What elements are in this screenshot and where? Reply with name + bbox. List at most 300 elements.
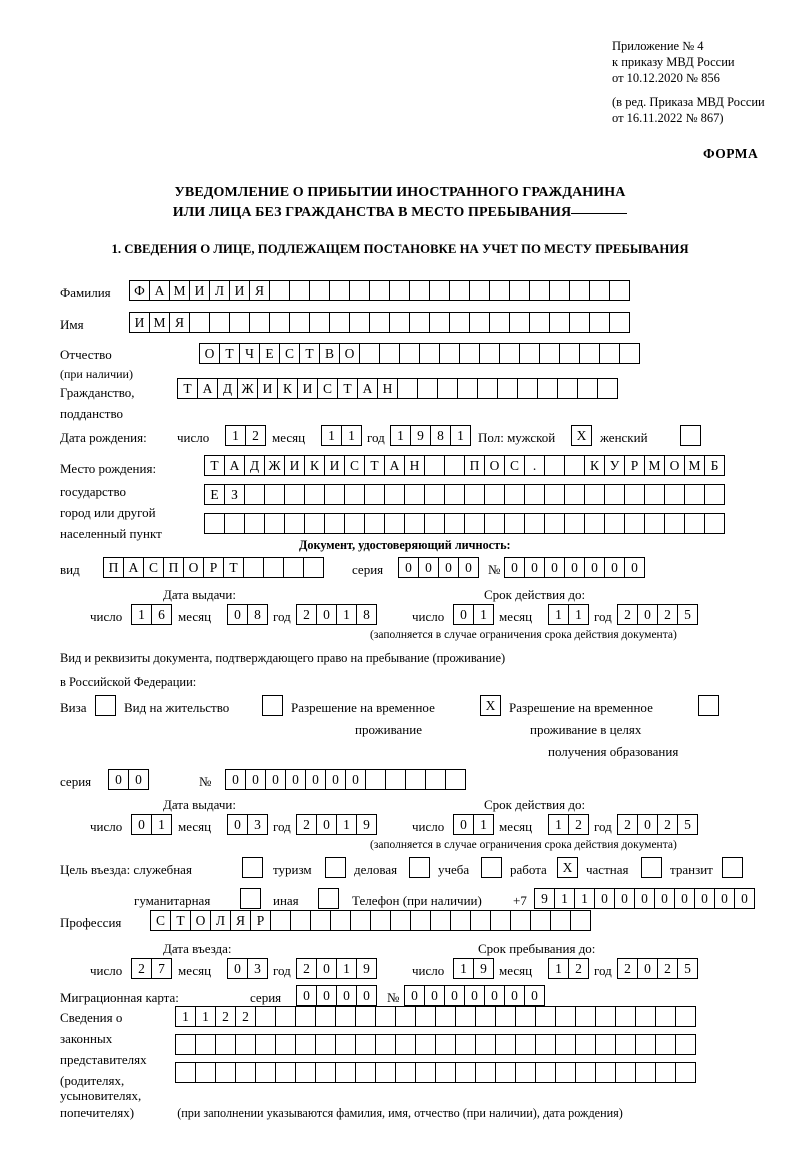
form-cell[interactable]: Н <box>377 378 398 399</box>
form-cell[interactable]: П <box>163 557 184 578</box>
form-cell[interactable]: Т <box>337 378 358 399</box>
form-cell[interactable] <box>515 1006 536 1027</box>
form-cell[interactable] <box>655 1062 676 1083</box>
form-cell[interactable] <box>264 513 285 534</box>
form-cell[interactable]: 0 <box>734 888 755 909</box>
form-cell[interactable] <box>555 1062 576 1083</box>
form-cell[interactable] <box>544 455 565 476</box>
form-cell[interactable]: Ф <box>129 280 150 301</box>
form-cell[interactable]: И <box>284 455 305 476</box>
form-cell[interactable]: К <box>584 455 605 476</box>
form-cell[interactable]: О <box>339 343 360 364</box>
form-cell[interactable] <box>550 910 571 931</box>
form-cell[interactable] <box>329 280 350 301</box>
form-cell[interactable]: Т <box>364 455 385 476</box>
form-cell[interactable]: 1 <box>131 604 152 625</box>
form-cell[interactable]: 2 <box>245 425 266 446</box>
form-cell[interactable] <box>457 378 478 399</box>
form-cell[interactable]: 0 <box>524 985 545 1006</box>
doc-valid-day-input[interactable] <box>453 604 493 625</box>
form-cell[interactable] <box>704 513 725 534</box>
surname-input[interactable] <box>129 280 629 301</box>
form-cell[interactable] <box>449 280 470 301</box>
form-cell[interactable] <box>269 280 290 301</box>
form-cell[interactable]: Т <box>223 557 244 578</box>
form-cell[interactable] <box>644 484 665 505</box>
form-cell[interactable] <box>530 910 551 931</box>
form-cell[interactable] <box>664 484 685 505</box>
form-cell[interactable] <box>704 484 725 505</box>
form-cell[interactable]: 0 <box>305 769 326 790</box>
form-cell[interactable] <box>477 378 498 399</box>
form-cell[interactable] <box>684 484 705 505</box>
form-cell[interactable] <box>375 1062 396 1083</box>
form-cell[interactable] <box>615 1006 636 1027</box>
form-cell[interactable] <box>284 484 305 505</box>
form-cell[interactable] <box>469 312 490 333</box>
birthplace-city-input[interactable] <box>204 484 724 505</box>
form-cell[interactable]: О <box>664 455 685 476</box>
form-cell[interactable]: 0 <box>316 985 337 1006</box>
form-cell[interactable] <box>584 484 605 505</box>
form-cell[interactable]: М <box>149 312 170 333</box>
form-cell[interactable] <box>644 513 665 534</box>
form-cell[interactable] <box>489 280 510 301</box>
form-cell[interactable]: 2 <box>131 958 152 979</box>
form-cell[interactable]: А <box>384 455 405 476</box>
sex-male-checkbox[interactable]: X <box>571 425 592 446</box>
form-cell[interactable] <box>349 312 370 333</box>
form-cell[interactable]: 0 <box>316 604 337 625</box>
form-cell[interactable] <box>539 343 560 364</box>
form-cell[interactable]: 1 <box>473 604 494 625</box>
form-cell[interactable] <box>470 910 491 931</box>
form-cell[interactable] <box>489 312 510 333</box>
form-cell[interactable] <box>399 343 420 364</box>
form-cell[interactable]: 0 <box>654 888 675 909</box>
phone-input[interactable] <box>534 888 754 909</box>
form-cell[interactable] <box>417 378 438 399</box>
form-cell[interactable]: А <box>123 557 144 578</box>
form-cell[interactable]: С <box>143 557 164 578</box>
form-cell[interactable]: 0 <box>296 985 317 1006</box>
legal-reps-input-row-1[interactable] <box>175 1006 695 1027</box>
form-cell[interactable] <box>364 513 385 534</box>
form-cell[interactable] <box>529 280 550 301</box>
form-cell[interactable]: 1 <box>151 814 172 835</box>
form-cell[interactable] <box>395 1034 416 1055</box>
form-cell[interactable]: 9 <box>356 958 377 979</box>
doc-issue-year-input[interactable] <box>296 604 376 625</box>
form-cell[interactable]: И <box>129 312 150 333</box>
form-cell[interactable]: Т <box>299 343 320 364</box>
form-cell[interactable]: 5 <box>677 958 698 979</box>
form-cell[interactable] <box>624 513 645 534</box>
permit-issue-month-input[interactable] <box>227 814 267 835</box>
form-cell[interactable] <box>329 312 350 333</box>
form-cell[interactable]: 2 <box>296 958 317 979</box>
form-cell[interactable]: О <box>199 343 220 364</box>
form-cell[interactable] <box>309 280 330 301</box>
form-cell[interactable] <box>564 513 585 534</box>
form-cell[interactable] <box>355 1062 376 1083</box>
form-cell[interactable] <box>365 769 386 790</box>
form-cell[interactable]: 2 <box>215 1006 236 1027</box>
permit-issue-year-input[interactable] <box>296 814 376 835</box>
form-cell[interactable] <box>449 312 470 333</box>
form-cell[interactable] <box>559 343 580 364</box>
form-cell[interactable] <box>195 1034 216 1055</box>
form-cell[interactable] <box>515 1062 536 1083</box>
form-cell[interactable] <box>335 1062 356 1083</box>
form-cell[interactable]: 1 <box>548 958 569 979</box>
form-cell[interactable]: 0 <box>325 769 346 790</box>
form-cell[interactable] <box>335 1006 356 1027</box>
form-cell[interactable] <box>675 1062 696 1083</box>
form-cell[interactable] <box>564 484 585 505</box>
form-cell[interactable]: 5 <box>677 814 698 835</box>
form-cell[interactable] <box>444 455 465 476</box>
form-cell[interactable]: Д <box>244 455 265 476</box>
form-cell[interactable]: 0 <box>453 814 474 835</box>
purpose-study-checkbox[interactable] <box>481 857 502 878</box>
purpose-business-checkbox[interactable] <box>409 857 430 878</box>
form-cell[interactable] <box>464 513 485 534</box>
form-cell[interactable]: 2 <box>235 1006 256 1027</box>
form-cell[interactable]: Л <box>209 280 230 301</box>
form-cell[interactable]: 0 <box>404 985 425 1006</box>
form-cell[interactable]: К <box>277 378 298 399</box>
form-cell[interactable] <box>584 513 605 534</box>
form-cell[interactable]: 0 <box>345 769 366 790</box>
form-cell[interactable] <box>255 1062 276 1083</box>
form-cell[interactable]: О <box>484 455 505 476</box>
form-cell[interactable]: 2 <box>296 814 317 835</box>
form-cell[interactable]: Р <box>250 910 271 931</box>
residence-permit-checkbox[interactable] <box>262 695 283 716</box>
form-cell[interactable]: 1 <box>548 604 569 625</box>
form-cell[interactable] <box>379 343 400 364</box>
form-cell[interactable]: 9 <box>534 888 555 909</box>
form-cell[interactable]: 0 <box>227 958 248 979</box>
citizenship-input[interactable] <box>177 378 617 399</box>
form-cell[interactable] <box>490 910 511 931</box>
form-cell[interactable] <box>283 557 304 578</box>
form-cell[interactable] <box>509 312 530 333</box>
form-cell[interactable]: 1 <box>175 1006 196 1027</box>
form-cell[interactable] <box>263 557 284 578</box>
form-cell[interactable] <box>195 1062 216 1083</box>
birth-month-input[interactable] <box>321 425 361 446</box>
form-cell[interactable] <box>350 910 371 931</box>
purpose-humanitarian-checkbox[interactable] <box>240 888 261 909</box>
doc-number-input[interactable] <box>504 557 644 578</box>
form-cell[interactable] <box>444 513 465 534</box>
form-cell[interactable]: Т <box>204 455 225 476</box>
form-cell[interactable]: 2 <box>568 958 589 979</box>
form-cell[interactable] <box>264 484 285 505</box>
form-cell[interactable] <box>497 378 518 399</box>
form-cell[interactable] <box>270 910 291 931</box>
form-cell[interactable]: 0 <box>504 985 525 1006</box>
birthplace-city-input-2[interactable] <box>204 513 724 534</box>
form-cell[interactable] <box>635 1034 656 1055</box>
form-cell[interactable] <box>355 1006 376 1027</box>
form-cell[interactable]: С <box>279 343 300 364</box>
form-cell[interactable] <box>349 280 370 301</box>
form-cell[interactable]: Я <box>169 312 190 333</box>
form-cell[interactable]: 0 <box>504 557 525 578</box>
form-cell[interactable] <box>359 343 380 364</box>
form-cell[interactable] <box>464 484 485 505</box>
form-cell[interactable] <box>324 484 345 505</box>
form-cell[interactable]: О <box>183 557 204 578</box>
form-cell[interactable] <box>315 1006 336 1027</box>
form-cell[interactable] <box>504 484 525 505</box>
form-cell[interactable] <box>635 1006 656 1027</box>
form-cell[interactable]: 0 <box>674 888 695 909</box>
form-cell[interactable]: И <box>324 455 345 476</box>
form-cell[interactable]: А <box>224 455 245 476</box>
form-cell[interactable] <box>384 484 405 505</box>
form-cell[interactable] <box>375 1034 396 1055</box>
form-cell[interactable] <box>425 769 446 790</box>
form-cell[interactable]: М <box>169 280 190 301</box>
form-cell[interactable]: 0 <box>128 769 149 790</box>
form-cell[interactable]: 0 <box>604 557 625 578</box>
form-cell[interactable]: М <box>644 455 665 476</box>
form-cell[interactable] <box>389 280 410 301</box>
form-cell[interactable] <box>424 484 445 505</box>
form-cell[interactable]: 0 <box>418 557 439 578</box>
form-cell[interactable] <box>269 312 290 333</box>
form-cell[interactable] <box>395 1006 416 1027</box>
form-cell[interactable]: 1 <box>225 425 246 446</box>
form-cell[interactable]: С <box>317 378 338 399</box>
form-cell[interactable]: 1 <box>341 425 362 446</box>
form-cell[interactable] <box>569 280 590 301</box>
form-cell[interactable] <box>310 910 331 931</box>
form-cell[interactable]: 2 <box>568 814 589 835</box>
form-cell[interactable]: Е <box>204 484 225 505</box>
form-cell[interactable] <box>624 484 645 505</box>
stay-day-input[interactable] <box>453 958 493 979</box>
form-cell[interactable]: 1 <box>321 425 342 446</box>
form-cell[interactable] <box>535 1034 556 1055</box>
birth-year-input[interactable] <box>390 425 470 446</box>
form-cell[interactable]: С <box>150 910 171 931</box>
form-cell[interactable]: 2 <box>657 958 678 979</box>
form-cell[interactable] <box>675 1034 696 1055</box>
form-cell[interactable] <box>284 513 305 534</box>
form-cell[interactable] <box>595 1034 616 1055</box>
form-cell[interactable] <box>544 513 565 534</box>
form-cell[interactable] <box>435 1006 456 1027</box>
doc-valid-month-input[interactable] <box>548 604 588 625</box>
form-cell[interactable]: 0 <box>637 958 658 979</box>
form-cell[interactable] <box>309 312 330 333</box>
legal-reps-input-row-2[interactable] <box>175 1034 695 1055</box>
form-cell[interactable] <box>303 557 324 578</box>
form-cell[interactable] <box>684 513 705 534</box>
purpose-official-checkbox[interactable] <box>242 857 263 878</box>
form-cell[interactable]: Т <box>177 378 198 399</box>
form-cell[interactable] <box>215 1062 236 1083</box>
form-cell[interactable]: 2 <box>657 814 678 835</box>
form-cell[interactable] <box>209 312 230 333</box>
visa-checkbox[interactable] <box>95 695 116 716</box>
form-cell[interactable]: З <box>224 484 245 505</box>
form-cell[interactable] <box>429 312 450 333</box>
form-cell[interactable] <box>570 910 591 931</box>
form-cell[interactable] <box>517 378 538 399</box>
form-cell[interactable]: О <box>190 910 211 931</box>
form-cell[interactable]: 1 <box>336 604 357 625</box>
form-cell[interactable] <box>275 1006 296 1027</box>
form-cell[interactable] <box>524 484 545 505</box>
form-cell[interactable]: 0 <box>464 985 485 1006</box>
form-cell[interactable] <box>369 312 390 333</box>
form-cell[interactable] <box>364 484 385 505</box>
form-cell[interactable] <box>289 312 310 333</box>
form-cell[interactable] <box>415 1062 436 1083</box>
form-cell[interactable] <box>395 1062 416 1083</box>
form-cell[interactable]: Ж <box>237 378 258 399</box>
form-cell[interactable]: 1 <box>390 425 411 446</box>
form-cell[interactable]: И <box>189 280 210 301</box>
form-cell[interactable] <box>419 343 440 364</box>
form-cell[interactable]: 0 <box>108 769 129 790</box>
form-cell[interactable] <box>459 343 480 364</box>
form-cell[interactable]: 0 <box>356 985 377 1006</box>
form-cell[interactable]: 9 <box>473 958 494 979</box>
form-cell[interactable] <box>409 280 430 301</box>
form-cell[interactable]: 0 <box>285 769 306 790</box>
purpose-private-checkbox[interactable] <box>641 857 662 878</box>
form-cell[interactable] <box>404 513 425 534</box>
form-cell[interactable] <box>569 312 590 333</box>
profession-input[interactable] <box>150 910 590 931</box>
migration-number-input[interactable] <box>404 985 544 1006</box>
form-cell[interactable] <box>405 769 426 790</box>
patronymic-input[interactable] <box>199 343 639 364</box>
form-cell[interactable]: Ч <box>239 343 260 364</box>
entry-year-input[interactable] <box>296 958 376 979</box>
form-cell[interactable] <box>244 513 265 534</box>
form-cell[interactable]: 0 <box>131 814 152 835</box>
stay-month-input[interactable] <box>548 958 588 979</box>
form-cell[interactable]: Д <box>217 378 238 399</box>
form-cell[interactable]: 2 <box>296 604 317 625</box>
form-cell[interactable] <box>375 1006 396 1027</box>
form-cell[interactable] <box>175 1034 196 1055</box>
form-cell[interactable] <box>555 1034 576 1055</box>
form-cell[interactable] <box>255 1034 276 1055</box>
doc-issue-day-input[interactable] <box>131 604 171 625</box>
form-cell[interactable]: 1 <box>450 425 471 446</box>
form-cell[interactable] <box>243 557 264 578</box>
form-cell[interactable]: 8 <box>430 425 451 446</box>
form-cell[interactable]: 1 <box>473 814 494 835</box>
form-cell[interactable]: . <box>524 455 545 476</box>
form-cell[interactable]: И <box>229 280 250 301</box>
form-cell[interactable] <box>564 455 585 476</box>
form-cell[interactable] <box>615 1034 636 1055</box>
form-cell[interactable] <box>439 343 460 364</box>
form-cell[interactable]: 2 <box>617 814 638 835</box>
form-cell[interactable] <box>609 312 630 333</box>
form-cell[interactable] <box>469 280 490 301</box>
form-cell[interactable]: Я <box>230 910 251 931</box>
form-cell[interactable] <box>635 1062 656 1083</box>
form-cell[interactable] <box>475 1006 496 1027</box>
form-cell[interactable] <box>475 1034 496 1055</box>
form-cell[interactable]: 0 <box>637 814 658 835</box>
form-cell[interactable] <box>175 1062 196 1083</box>
form-cell[interactable] <box>510 910 531 931</box>
form-cell[interactable] <box>410 910 431 931</box>
form-cell[interactable] <box>524 513 545 534</box>
form-cell[interactable]: У <box>604 455 625 476</box>
permit-valid-year-input[interactable] <box>617 814 697 835</box>
form-cell[interactable] <box>355 1034 376 1055</box>
form-cell[interactable] <box>609 280 630 301</box>
form-cell[interactable] <box>235 1062 256 1083</box>
form-cell[interactable] <box>509 280 530 301</box>
form-cell[interactable]: 1 <box>574 888 595 909</box>
temp-residence-checkbox[interactable]: X <box>480 695 501 716</box>
form-cell[interactable]: 0 <box>714 888 735 909</box>
form-cell[interactable]: Я <box>249 280 270 301</box>
form-cell[interactable] <box>424 455 445 476</box>
form-cell[interactable]: Л <box>210 910 231 931</box>
form-cell[interactable] <box>330 910 351 931</box>
form-cell[interactable] <box>544 484 565 505</box>
permit-valid-day-input[interactable] <box>453 814 493 835</box>
form-cell[interactable] <box>430 910 451 931</box>
form-cell[interactable]: 0 <box>564 557 585 578</box>
form-cell[interactable]: 0 <box>634 888 655 909</box>
form-cell[interactable]: 9 <box>410 425 431 446</box>
form-cell[interactable] <box>295 1034 316 1055</box>
form-cell[interactable] <box>515 1034 536 1055</box>
form-cell[interactable] <box>664 513 685 534</box>
form-cell[interactable] <box>589 280 610 301</box>
form-cell[interactable] <box>575 1062 596 1083</box>
form-cell[interactable] <box>535 1062 556 1083</box>
form-cell[interactable]: 0 <box>624 557 645 578</box>
form-cell[interactable] <box>389 312 410 333</box>
form-cell[interactable]: С <box>344 455 365 476</box>
form-cell[interactable] <box>415 1006 436 1027</box>
form-cell[interactable]: 0 <box>594 888 615 909</box>
purpose-other-checkbox[interactable] <box>318 888 339 909</box>
form-cell[interactable] <box>295 1062 316 1083</box>
form-cell[interactable]: 0 <box>544 557 565 578</box>
form-cell[interactable]: П <box>103 557 124 578</box>
form-cell[interactable] <box>249 312 270 333</box>
form-cell[interactable]: 0 <box>316 814 337 835</box>
form-cell[interactable]: 0 <box>438 557 459 578</box>
name-input[interactable] <box>129 312 629 333</box>
form-cell[interactable] <box>597 378 618 399</box>
form-cell[interactable] <box>304 513 325 534</box>
form-cell[interactable]: 0 <box>453 604 474 625</box>
form-cell[interactable]: 0 <box>265 769 286 790</box>
form-cell[interactable] <box>535 1006 556 1027</box>
form-cell[interactable] <box>229 312 250 333</box>
form-cell[interactable]: 3 <box>247 958 268 979</box>
